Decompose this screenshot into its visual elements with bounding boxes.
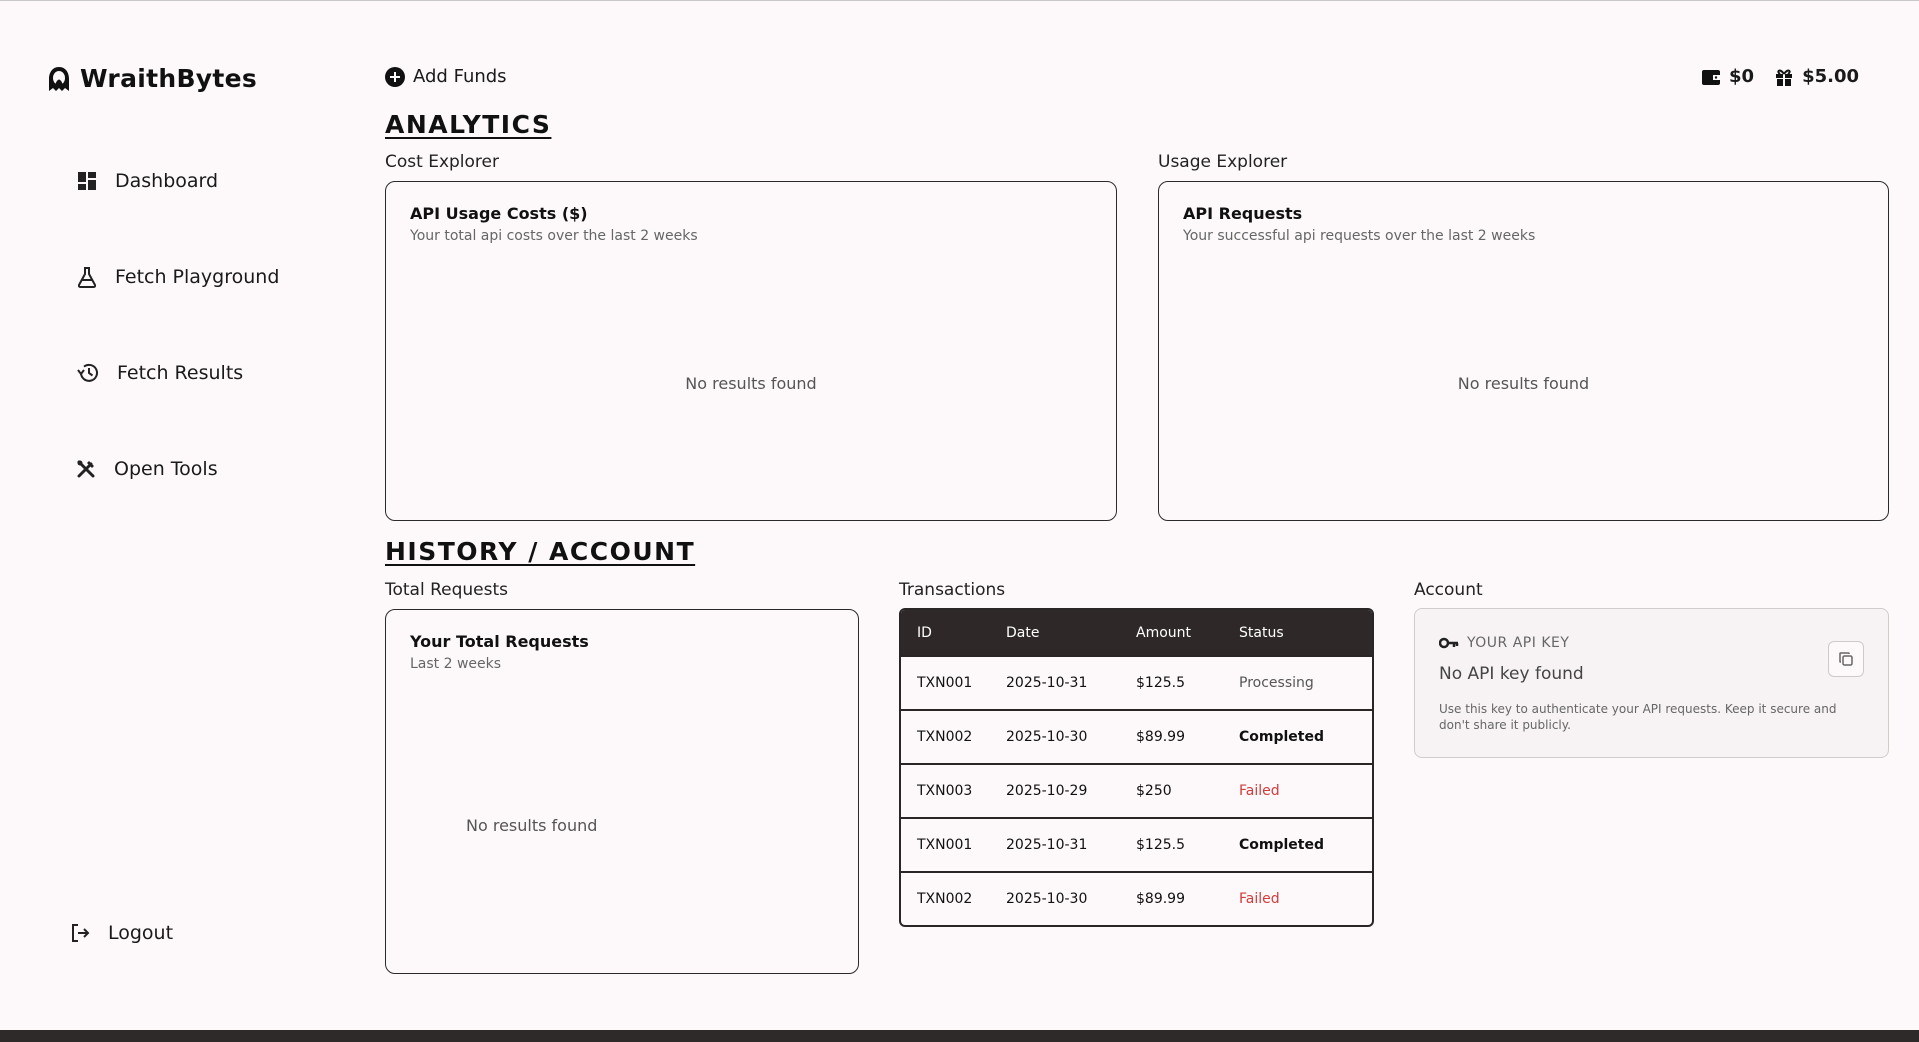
tools-icon (76, 459, 96, 479)
table-row[interactable] (901, 763, 1372, 817)
cell-id: TXN002 (917, 729, 973, 745)
cell-date: 2025-10-29 (1006, 783, 1088, 799)
brand-name: WraithBytes (80, 64, 258, 93)
api-key-label (1439, 635, 1569, 651)
sidebar-item-open-tools[interactable] (76, 458, 218, 480)
history-title: HISTORY / ACCOUNT (385, 537, 696, 566)
column-header-id[interactable]: ID (917, 624, 932, 641)
cell-amount: $89.99 (1136, 891, 1185, 907)
gift-balance (1774, 66, 1859, 87)
wallet-balance-value: $0 (1729, 66, 1755, 87)
api-key-value: No API key found (1439, 664, 1584, 684)
plus-circle-icon (385, 67, 405, 87)
total-requests-card (385, 609, 859, 974)
sidebar-item-fetch-playground[interactable] (77, 266, 279, 288)
card-title: Your Total Requests (410, 632, 589, 651)
usage-explorer-card (1158, 181, 1889, 521)
cell-date: 2025-10-31 (1006, 675, 1088, 691)
transactions-table (899, 608, 1374, 927)
cost-explorer-label: Cost Explorer (385, 152, 499, 172)
card-subtitle: Last 2 weeks (410, 656, 502, 672)
empty-state: No results found (466, 816, 598, 835)
logout-button[interactable] (70, 922, 173, 944)
card-subtitle: Your total api costs over the last 2 weeks (410, 228, 698, 244)
sidebar-item-label: Fetch Results (117, 362, 244, 384)
api-key-label-text: YOUR API KEY (1467, 635, 1570, 651)
cell-date: 2025-10-30 (1006, 729, 1088, 745)
account-card (1414, 608, 1889, 758)
logout-label: Logout (108, 922, 174, 944)
bottom-bar (0, 1030, 1919, 1042)
empty-state: No results found (685, 374, 817, 393)
cell-status: Completed (1239, 837, 1325, 853)
key-icon (1439, 637, 1459, 649)
usage-explorer-label: Usage Explorer (1158, 152, 1288, 172)
sidebar-item-label: Dashboard (115, 170, 219, 192)
sidebar-item-label: Fetch Playground (115, 266, 280, 288)
table-header (901, 610, 1372, 655)
card-title: API Usage Costs ($) (410, 204, 588, 223)
cell-date: 2025-10-30 (1006, 891, 1088, 907)
column-header-status[interactable]: Status (1239, 624, 1284, 641)
ghost-icon (46, 65, 72, 93)
wallet-balance (1701, 66, 1754, 87)
column-header-amount[interactable]: Amount (1136, 624, 1192, 641)
table-row[interactable] (901, 709, 1372, 763)
total-requests-label: Total Requests (385, 580, 509, 600)
cell-status: Failed (1239, 783, 1280, 799)
cell-amount: $89.99 (1136, 729, 1185, 745)
cost-explorer-card (385, 181, 1117, 521)
cell-id: TXN003 (917, 783, 973, 799)
cell-id: TXN001 (917, 837, 973, 853)
cell-id: TXN001 (917, 675, 973, 691)
copy-icon (1838, 651, 1854, 667)
cell-id: TXN002 (917, 891, 973, 907)
table-row[interactable] (901, 655, 1372, 709)
sidebar (0, 0, 360, 1030)
empty-state: No results found (1457, 374, 1590, 393)
dashboard-icon (77, 171, 97, 191)
table-row[interactable] (901, 871, 1372, 925)
cell-status: Processing (1239, 675, 1314, 691)
transactions-label: Transactions (899, 580, 1006, 600)
add-funds-button[interactable] (385, 66, 507, 87)
brand-logo[interactable] (46, 64, 257, 93)
account-label: Account (1414, 580, 1483, 600)
sidebar-item-label: Open Tools (114, 458, 218, 480)
wallet-icon (1701, 68, 1721, 86)
flask-icon (77, 266, 97, 288)
cell-date: 2025-10-31 (1006, 837, 1088, 853)
api-key-note: Use this key to authenticate your API requests. Keep it secure and don't share it publicly. (1439, 702, 1837, 732)
copy-api-key-button[interactable] (1828, 641, 1864, 677)
cell-amount: $125.5 (1136, 837, 1185, 853)
cell-amount: $125.5 (1136, 675, 1185, 691)
sidebar-item-dashboard[interactable] (77, 170, 218, 192)
card-subtitle: Your successful api requests over the last 2 weeks (1183, 228, 1536, 244)
analytics-title: ANALYTICS (385, 110, 552, 139)
history-icon (77, 363, 99, 383)
card-title: API Requests (1183, 204, 1303, 223)
table-row[interactable] (901, 817, 1372, 871)
cell-amount: $250 (1136, 783, 1172, 799)
column-header-date[interactable]: Date (1006, 624, 1040, 641)
logout-icon (70, 923, 90, 943)
balances (1701, 66, 1859, 87)
gift-balance-value: $5.00 (1802, 66, 1859, 87)
gift-icon (1774, 67, 1794, 87)
sidebar-item-fetch-results[interactable] (77, 362, 243, 384)
cell-status: Completed (1239, 729, 1325, 745)
add-funds-label: Add Funds (413, 66, 507, 87)
cell-status: Failed (1239, 891, 1280, 907)
